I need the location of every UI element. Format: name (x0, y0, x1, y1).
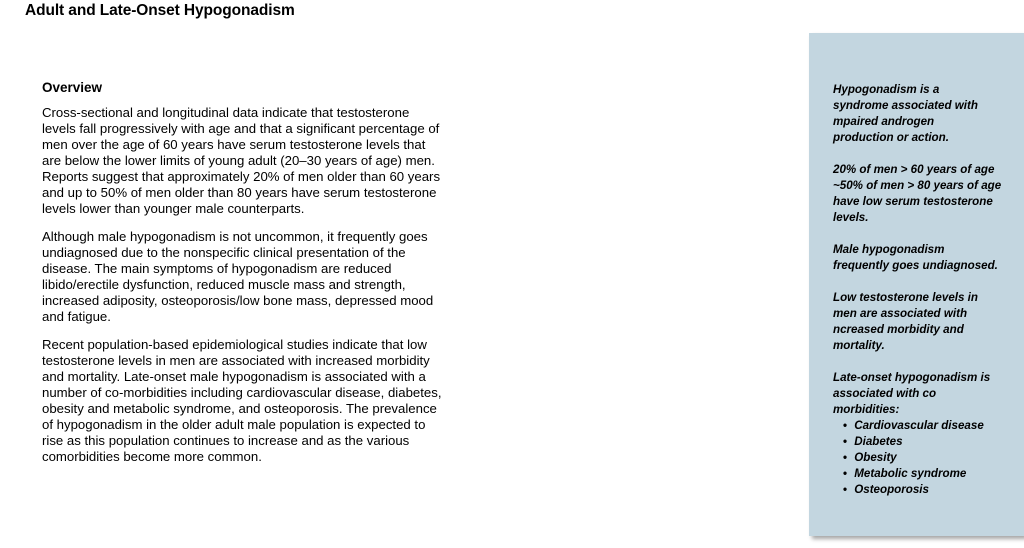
overview-paragraph-3: Recent population-based epidemiological studies indicate that low testosterone levels in men are associated with increased morbidity and mortality. Late-onset male hypogonadism is associated with a number of co-morbidities including cardiovascular disease, diabetes, obesity and metabolic syndrome, and osteoporosis. The prevalence of hypogonadism in the older adult male population is expected to rise as this population continues to increase and as the various comorbidities become more common. (42, 337, 442, 464)
sidebar-point-comorbidities: Late-onset hypogonadism is associated with co morbidities: (833, 371, 991, 416)
section-heading: Overview (42, 80, 103, 95)
overview-paragraph-2: Although male hypogonadism is not uncommon, it frequently goes undiagnosed due to the nonspecific clinical presentation of the disease. The main symptoms of hypogonadism are reduced libido/erectile dysfunction, reduced muscle mass and strength, increased adiposity, osteoporosis/low bone mass, depressed mood and fatigue. (42, 229, 434, 324)
sidebar-content (833, 82, 1021, 498)
list-item (843, 482, 1021, 498)
list-item (843, 450, 1021, 466)
sidebar-point-definition: Hypogonadism is a syndrome associated with mpaired androgen production or action. (833, 83, 978, 144)
comorbidity-list (833, 418, 1021, 498)
list-item-label: Osteoporosis (854, 483, 929, 496)
sidebar-point-undiagnosed: Male hypogonadism frequently goes undiagnosed. (833, 243, 998, 272)
sidebar-point-morbidity: Low testosterone levels in men are associated with ncreased morbidity and mortality. (833, 291, 978, 352)
bullet-icon: • (843, 451, 848, 464)
list-item-label: Obesity (854, 451, 897, 464)
bullet-icon: • (843, 435, 848, 448)
sidebar-point-prevalence: 20% of men > 60 years of age ~50% of men > 80 years of age have low serum testosterone levels. (833, 163, 1002, 224)
page-title: Adult and Late-Onset Hypogonadism (25, 2, 295, 19)
bullet-icon: • (843, 467, 848, 480)
list-item (843, 466, 1021, 482)
overview-section (42, 80, 482, 477)
bullet-icon: • (843, 483, 848, 496)
overview-paragraph-1: Cross-sectional and longitudinal data indicate that testosterone levels fall progressively with age and that a significant percentage of men over the age of 60 years have serum testosterone levels that are below the lower limits of young adult (20–30 years of age) men. Reports suggest that approximately 20% of men older than 60 years and up to 50% of men older than 80 years have serum testosterone levels lower than younger male counterparts. (42, 105, 441, 216)
list-item-label: Cardiovascular disease (854, 419, 984, 432)
key-points-sidebar (809, 33, 1024, 536)
list-item-label: Diabetes (854, 435, 903, 448)
list-item-label: Metabolic syndrome (854, 467, 967, 480)
list-item (843, 434, 1021, 450)
list-item (843, 418, 1021, 434)
bullet-icon: • (843, 419, 848, 432)
